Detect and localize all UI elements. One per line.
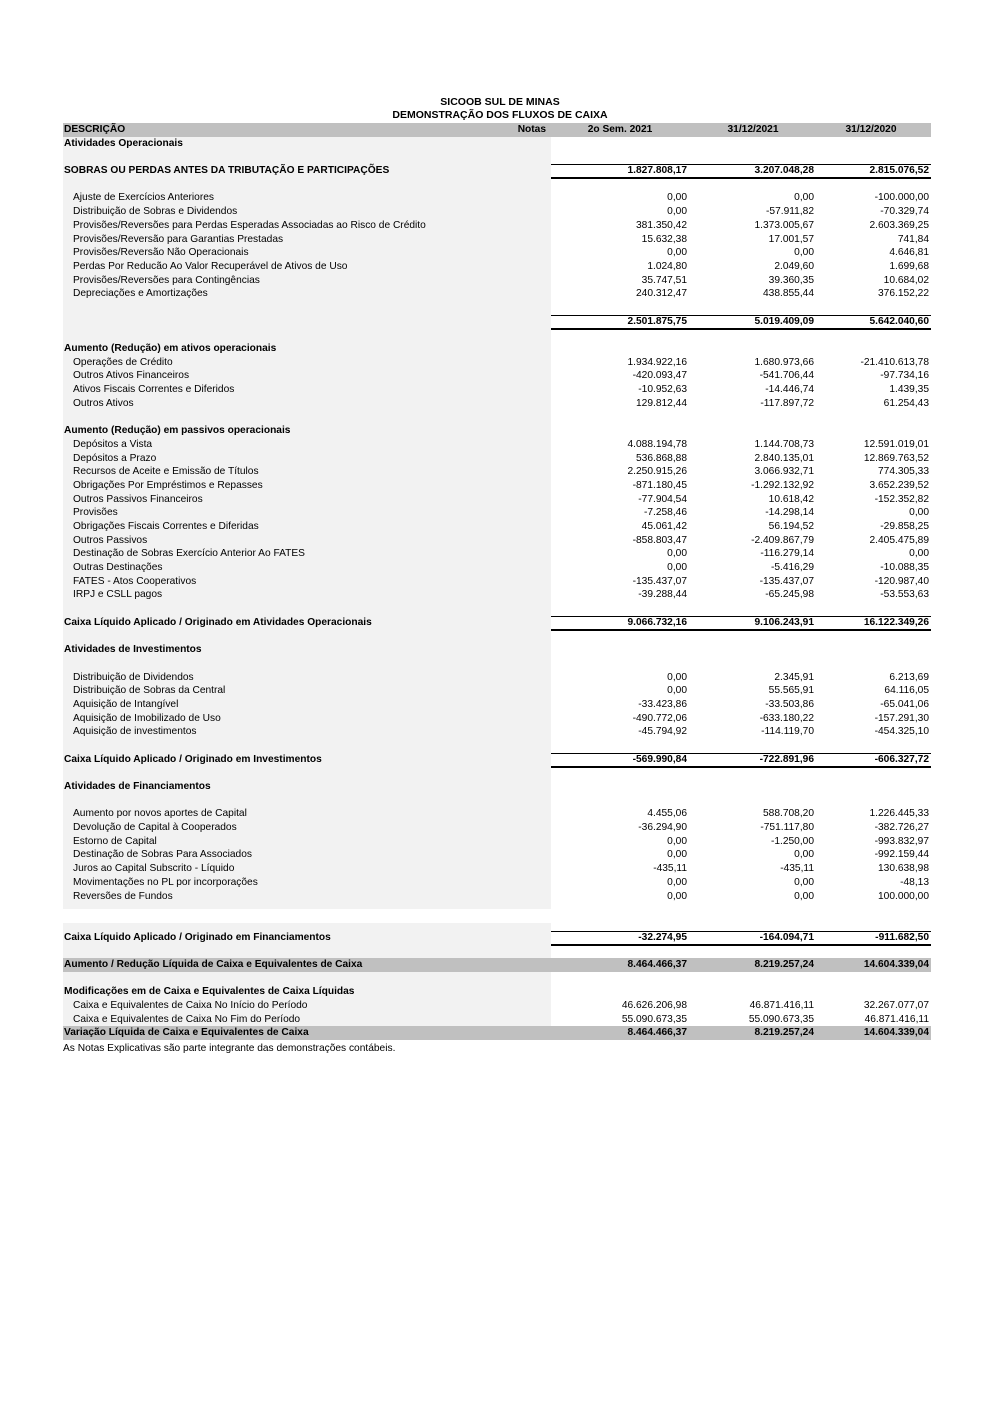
row-value-v1: -33.423,86 [638, 698, 687, 710]
row-value-v2: 1.373.005,67 [754, 219, 814, 231]
row-value-v2: 8.219.257,24 [754, 1027, 814, 1039]
row-value-v2: 55.090.673,35 [748, 1013, 814, 1025]
row-description: Movimentações no PL por incorporações [73, 876, 258, 888]
section-heading-row [63, 137, 931, 151]
row-value-v2: 0,00 [794, 247, 814, 259]
row-value-v2: -117.897,72 [760, 397, 814, 409]
subtotal-row [63, 616, 931, 630]
table-row [63, 684, 931, 698]
row-value-v3: 46.871.416,11 [864, 1013, 929, 1025]
table-row [63, 452, 931, 466]
row-value-v3: 2.405.475,89 [869, 534, 929, 546]
spacer-row [63, 917, 931, 931]
row-value-v3: -70.329,74 [880, 206, 929, 218]
spacer-row [63, 903, 931, 917]
spacer-row [63, 410, 931, 424]
row-description: Devolução de Capital à Cooperados [73, 822, 237, 834]
row-value-v1: -45.794,92 [638, 726, 687, 738]
table-row [63, 999, 931, 1013]
row-description: Obrigações Fiscais Correntes e Diferidas [73, 520, 259, 532]
row-value-v3: -10.088,35 [880, 562, 929, 573]
table-header-row [63, 123, 931, 137]
table-row [63, 219, 931, 233]
row-value-v3: 376.152,22 [878, 288, 929, 300]
row-value-v2: 0,00 [794, 849, 814, 861]
row-value-v3: 12.869.763,52 [863, 452, 929, 464]
row-description: Outros Ativos Financeiros [73, 370, 190, 382]
row-value-v2: -65.245,98 [765, 589, 814, 601]
row-value-v2: 0,00 [794, 192, 814, 204]
table-row [63, 807, 931, 821]
spacer-row [63, 766, 931, 780]
row-description: Provisões [73, 507, 118, 519]
column-header-31-12-2020: 31/12/2020 [845, 124, 897, 135]
row-value-v1: -39.288,44 [638, 589, 687, 601]
row-value-v1: -135.437,07 [632, 575, 687, 587]
column-header-notas: Notas [517, 124, 546, 135]
table-row [63, 876, 931, 890]
row-value-v2: -633.180,22 [759, 712, 814, 724]
row-description: Outros Passivos Financeiros [73, 493, 203, 505]
row-value-v2: 2.345,91 [774, 671, 814, 683]
row-description: Ajuste de Exercícios Anteriores [73, 192, 214, 204]
row-description: Depósitos a Vista [73, 438, 153, 450]
row-value-v1: 2.250.915,26 [627, 466, 687, 478]
row-value-v3: -100.000,00 [874, 192, 929, 204]
row-value-v2: -14.298,14 [765, 507, 814, 519]
row-value-v3: -53.553,63 [880, 589, 929, 601]
row-value-v3: 2.815.076,52 [869, 165, 929, 177]
row-description: Provisões/Reversão Não Operacionais [73, 247, 249, 259]
row-value-v2: 2.840.135,01 [754, 452, 814, 464]
row-value-v3: 32.267.077,07 [863, 1000, 929, 1011]
row-value-v1: 4.455,06 [647, 808, 687, 820]
row-value-v3: 6.213,69 [889, 671, 929, 683]
summary-row [63, 1026, 931, 1040]
row-value-v3: -992.159,44 [874, 849, 929, 861]
table-row [63, 369, 931, 383]
row-description: Depreciações e Amortizações [73, 288, 208, 300]
row-value-v3: 130.638,98 [878, 863, 929, 875]
row-value-v2: 9.106.243,91 [754, 616, 814, 628]
table-row [63, 547, 931, 561]
row-description: Perdas Por Reducão Ao Valor Recuperável de Ativos de Uso [73, 260, 348, 272]
table-row [63, 671, 931, 685]
row-value-v3: 1.699,68 [889, 260, 929, 272]
row-value-v1: -569.990,84 [632, 753, 687, 765]
row-description: Distribuição de Sobras da Central [73, 685, 226, 697]
row-value-v1: -32.274,95 [638, 931, 687, 943]
row-description: Caixa Líquido Aplicado / Originado em Financiamentos [64, 931, 331, 943]
row-value-v3: 1.439,35 [889, 384, 929, 396]
row-value-v3: 741,84 [897, 233, 929, 245]
row-value-v3: -152.352,82 [874, 493, 929, 505]
table-row [63, 725, 931, 739]
table-row [63, 479, 931, 493]
row-value-v1: -490.772,06 [632, 712, 687, 724]
row-value-v1: -10.952,63 [638, 384, 687, 396]
row-value-v2: 2.049,60 [774, 260, 814, 272]
row-description: Aumento por novos aportes de Capital [73, 808, 247, 820]
table-row [63, 520, 931, 534]
row-value-v1: 1.827.808,17 [627, 165, 687, 177]
row-value-v2: 1.680.973,66 [754, 356, 814, 368]
table-row [63, 465, 931, 479]
row-value-v3: -21.410.613,78 [860, 356, 929, 368]
row-value-v2: -435,11 [780, 863, 814, 875]
row-value-v2: 55.565,91 [768, 685, 814, 697]
subtotal-top-rule [551, 931, 931, 932]
row-value-v2: 0,00 [794, 876, 814, 888]
row-value-v2: 3.066.932,71 [754, 466, 814, 478]
row-description: Caixa e Equivalentes de Caixa No Início do Período [73, 1000, 308, 1011]
row-value-v2: -722.891,96 [759, 753, 814, 765]
row-value-v3: -911.682,50 [875, 931, 929, 943]
row-description: Distribuição de Dividendos [73, 671, 194, 683]
row-value-v2: -57.911,82 [766, 206, 814, 218]
row-value-v3: 12.591.019,01 [863, 438, 929, 450]
row-value-v1: 8.464.466,37 [627, 958, 687, 970]
table-row [63, 1013, 931, 1027]
row-description: Aumento (Redução) em passivos operacionais [64, 425, 291, 437]
row-description: Destinação de Sobras Exercício Anterior Ao FATES [73, 548, 305, 560]
row-value-v1: 381.350,42 [636, 219, 687, 231]
section-heading-row [63, 985, 931, 999]
row-value-v2: -135.437,07 [759, 575, 814, 587]
row-description: Distribuição de Sobras e Dividendos [73, 206, 238, 218]
table-row [63, 712, 931, 726]
spacer-row [63, 602, 931, 616]
table-row [63, 698, 931, 712]
row-value-v1: 1.934.922,16 [627, 356, 687, 368]
row-value-v3: 0,00 [909, 548, 929, 560]
row-value-v2: 17.001,57 [768, 233, 814, 245]
row-description: Ativos Fiscais Correntes e Diferidos [73, 384, 235, 396]
row-value-v1: 2.501.875,75 [627, 315, 687, 327]
row-value-v1: 9.066.732,16 [627, 616, 687, 628]
row-value-v2: -1.250,00 [770, 835, 814, 847]
row-value-v1: 536.868,88 [636, 452, 687, 464]
subtotal-row [63, 315, 931, 329]
row-description: Aquisição de Imobilizado de Uso [73, 712, 221, 724]
row-description: FATES - Atos Cooperativos [73, 575, 197, 587]
column-header-description: DESCRIÇÃO [64, 124, 126, 135]
row-value-v3: 1.226.445,33 [869, 808, 929, 820]
row-value-v1: 0,00 [667, 876, 687, 888]
subtotal-top-rule [551, 753, 931, 754]
row-description: Operações de Crédito [73, 356, 173, 368]
row-value-v1: 45.061,42 [641, 520, 687, 532]
table-row [63, 274, 931, 288]
row-value-v2: 588.708,20 [763, 808, 814, 820]
subtotal-row [63, 753, 931, 767]
row-description: Provisões/Reversões para Contingências [73, 274, 260, 286]
row-value-v2: -541.706,44 [759, 370, 814, 382]
subtotal-row [63, 931, 931, 945]
row-description: Aumento / Redução Líquida de Caixa e Equivalentes de Caixa [64, 958, 363, 970]
row-description: Juros ao Capital Subscrito - Líquido [73, 863, 235, 875]
row-description: Atividades de Investimentos [64, 644, 202, 656]
row-value-v3: -382.726,27 [874, 822, 929, 834]
row-description: Provisões/Reversão para Garantias Prestadas [73, 233, 284, 245]
row-value-v3: -993.832,97 [874, 835, 929, 847]
table-row [63, 835, 931, 849]
row-value-v1: 240.312,47 [636, 288, 687, 300]
spacer-row [63, 328, 931, 342]
row-value-v2: -164.094,71 [759, 931, 814, 943]
spacer-row [63, 178, 931, 192]
row-description: Outros Passivos [73, 534, 148, 546]
row-value-v2: -14.446,74 [765, 384, 814, 396]
row-value-v3: -606.327,72 [874, 753, 929, 765]
row-value-v2: -1.292.132,92 [751, 479, 814, 491]
row-value-v3: -157.291,30 [874, 712, 929, 724]
table-row [63, 205, 931, 219]
section-heading-row [63, 643, 931, 657]
spacer-row [63, 794, 931, 808]
row-value-v3: 14.604.339,04 [863, 1027, 929, 1039]
spacer-row [63, 739, 931, 753]
row-value-v1: 55.090.673,35 [621, 1013, 687, 1025]
row-value-v1: 1.024,80 [647, 260, 687, 272]
row-description: Aquisição de Intangível [73, 698, 179, 710]
company-name: SICOOB SUL DE MINAS [440, 96, 560, 108]
row-value-v3: -454.325,10 [874, 726, 929, 738]
row-value-v2: 0,00 [794, 890, 814, 902]
row-value-v2: 46.871.416,11 [749, 1000, 814, 1011]
table-row [63, 848, 931, 862]
table-row [63, 588, 931, 602]
row-value-v1: 0,00 [667, 849, 687, 861]
table-row [63, 246, 931, 260]
row-value-v2: 39.360,35 [768, 274, 814, 286]
row-value-v1: 46.626.206,98 [621, 1000, 687, 1011]
row-value-v3: 0,00 [909, 507, 929, 519]
row-value-v1: 0,00 [667, 835, 687, 847]
row-value-v1: -871.180,45 [632, 479, 687, 491]
row-value-v1: 35.747,51 [641, 274, 687, 286]
subtotal-top-rule [551, 616, 931, 617]
row-description: Aumento (Redução) em ativos operacionais [64, 343, 277, 354]
row-description: Aquisição de investimentos [73, 726, 197, 738]
spacer-row [63, 150, 931, 164]
row-value-v3: -29.858,25 [880, 520, 929, 532]
row-value-v1: 0,00 [667, 206, 687, 218]
row-value-v3: 100.000,00 [878, 890, 929, 902]
table-row [63, 506, 931, 520]
table-row [63, 821, 931, 835]
row-value-v3: 2.603.369,25 [869, 219, 929, 231]
row-value-v3: 61.254,43 [883, 397, 929, 409]
row-value-v1: 0,00 [667, 685, 687, 697]
row-value-v3: -65.041,06 [880, 698, 929, 710]
row-value-v2: -2.409.867,79 [751, 534, 814, 546]
row-value-v1: 0,00 [667, 548, 687, 560]
cash-flow-table [63, 123, 931, 1040]
row-description: IRPJ e CSLL pagos [73, 589, 163, 601]
row-value-v3: -120.987,40 [874, 575, 929, 587]
row-description: Atividades de Financiamentos [64, 781, 211, 792]
row-value-v3: 10.684,02 [883, 274, 929, 286]
table-row [63, 191, 931, 205]
row-description: SOBRAS OU PERDAS ANTES DA TRIBUTAÇÃO E PARTICIPAÇÕES [64, 165, 390, 177]
row-value-v1: -36.294,90 [638, 822, 687, 834]
row-value-v1: -435,11 [653, 863, 687, 875]
row-description: Caixa Líquido Aplicado / Originado em Investimentos [64, 753, 322, 765]
table-row [63, 260, 931, 274]
row-value-v2: 10.618,42 [768, 493, 814, 505]
table-row [63, 438, 931, 452]
row-value-v2: -5.416,29 [770, 562, 814, 573]
row-value-v2: 8.219.257,24 [754, 958, 814, 970]
row-value-v3: 16.122.349,26 [863, 616, 929, 628]
row-value-v3: 774.305,33 [878, 466, 929, 478]
table-row [63, 397, 931, 411]
table-row [63, 356, 931, 370]
column-header-31-12-2021: 31/12/2021 [727, 124, 779, 135]
table-row [63, 233, 931, 247]
table-row [63, 862, 931, 876]
row-value-v3: 5.642.040,60 [869, 315, 929, 327]
row-value-v1: -77.904,54 [638, 493, 687, 505]
row-value-v2: 3.207.048,28 [754, 165, 814, 177]
spacer-row [63, 657, 931, 671]
table-row [63, 890, 931, 904]
row-value-v2: 56.194,52 [768, 520, 814, 532]
row-description: Obrigações Por Empréstimos e Repasses [73, 479, 263, 491]
row-description: Variação Líquida de Caixa e Equivalentes de Caixa [64, 1027, 309, 1039]
row-value-v2: -116.279,14 [760, 548, 814, 560]
section-heading-row [63, 780, 931, 794]
spacer-row [63, 301, 931, 315]
row-description: Estorno de Capital [73, 835, 157, 847]
row-value-v3: 4.646,81 [889, 247, 929, 259]
row-value-v1: 0,00 [667, 192, 687, 204]
row-description: Caixa Líquido Aplicado / Originado em Atividades Operacionais [64, 616, 372, 628]
row-value-v3: 14.604.339,04 [863, 958, 929, 970]
column-header-2o-sem-2021: 2o Sem. 2021 [587, 124, 653, 135]
table-row [63, 534, 931, 548]
row-value-v2: 1.144.708,73 [754, 438, 814, 450]
row-value-v1: -7.258,46 [643, 507, 687, 519]
row-value-v2: 438.855,44 [763, 288, 814, 300]
row-value-v2: -751.117,80 [760, 822, 814, 834]
row-description: Atividades Operacionais [64, 137, 183, 149]
row-value-v2: 5.019.409,09 [754, 315, 814, 327]
row-description: Outras Destinações [73, 562, 163, 573]
subtotal-top-rule [551, 164, 931, 165]
row-value-v1: -858.803,47 [632, 534, 687, 546]
table-row [63, 287, 931, 301]
row-value-v1: 15.632,38 [641, 233, 687, 245]
section-heading-row [63, 424, 931, 438]
row-value-v2: -114.119,70 [761, 726, 814, 738]
row-value-v1: 8.464.466,37 [627, 1027, 687, 1039]
section-heading-row [63, 342, 931, 356]
table-row [63, 383, 931, 397]
row-value-v1: 4.088.194,78 [627, 438, 687, 450]
spacer-row [63, 629, 931, 643]
row-value-v1: 0,00 [667, 562, 687, 573]
row-description: Recursos de Aceite e Emissão de Títulos [73, 466, 259, 478]
row-description: Reversões de Fundos [73, 890, 173, 902]
row-value-v1: 0,00 [667, 671, 687, 683]
subtotal-row [63, 164, 931, 178]
row-value-v1: 0,00 [667, 247, 687, 259]
row-value-v1: 0,00 [667, 890, 687, 902]
table-row [63, 561, 931, 575]
spacer-row [63, 944, 931, 958]
row-value-v3: -97.734,16 [880, 370, 929, 382]
table-row [63, 575, 931, 589]
row-description: Modificações em de Caixa e Equivalentes de Caixa Líquidas [64, 986, 355, 998]
subtotal-top-rule [551, 315, 931, 316]
footnote: As Notas Explicativas são parte integrante das demonstrações contábeis. [63, 1043, 396, 1054]
row-description: Depósitos a Prazo [73, 452, 157, 464]
row-description: Provisões/Reversões para Perdas Esperadas Associadas ao Risco de Crédito [73, 219, 426, 231]
row-value-v3: 64.116,05 [884, 685, 929, 697]
statement-title: DEMONSTRAÇÃO DOS FLUXOS DE CAIXA [392, 109, 608, 121]
row-description: Caixa e Equivalentes de Caixa No Fim do Período [73, 1013, 301, 1025]
table-row [63, 493, 931, 507]
row-value-v1: -420.093,47 [632, 370, 687, 382]
row-value-v1: 129.812,44 [636, 397, 687, 409]
spacer-row [63, 972, 931, 986]
row-value-v2: -33.503,86 [765, 698, 814, 710]
summary-row [63, 958, 931, 972]
row-value-v3: -48,13 [900, 876, 929, 888]
row-description: Destinação de Sobras Para Associados [73, 849, 252, 861]
row-description: Outros Ativos [73, 397, 134, 409]
row-value-v3: 3.652.239,52 [869, 479, 929, 491]
